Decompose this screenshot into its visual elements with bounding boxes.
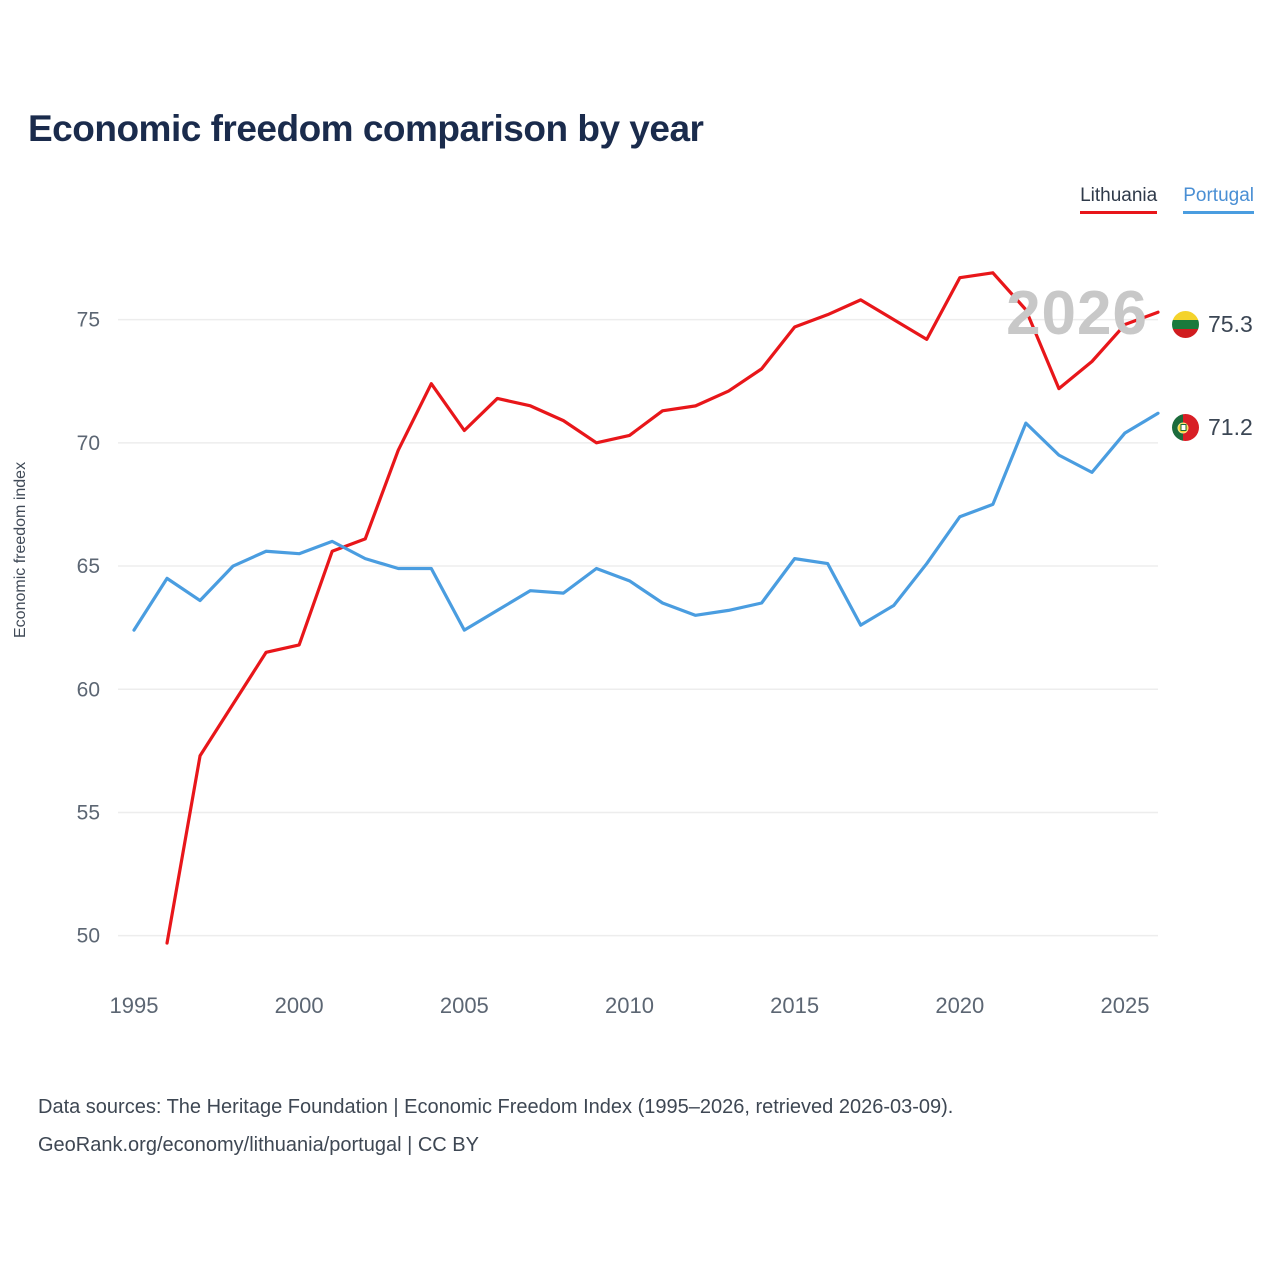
lithuania-flag-icon <box>1172 311 1199 338</box>
legend-label-portugal: Portugal <box>1183 185 1254 206</box>
y-axis-tick: 70 <box>76 431 100 455</box>
chart-legend <box>1080 184 1254 214</box>
footer-credits <box>38 1088 953 1164</box>
footer-line-1: Data sources: The Heritage Foundation | Economic Freedom Index (1995–2026, retrieved 2026-03-09). <box>38 1096 954 1118</box>
legend-swatch-portugal <box>1183 211 1254 214</box>
y-axis-tick: 65 <box>76 555 100 579</box>
end-label-lithuania <box>1172 311 1253 338</box>
legend-item-portugal[interactable] <box>1183 184 1254 214</box>
chart-canvas <box>76 258 1158 1018</box>
series-line-lithuania <box>167 273 1158 943</box>
legend-swatch-lithuania <box>1080 211 1157 214</box>
y-axis-tick: 75 <box>76 308 100 332</box>
end-label-portugal <box>1172 414 1253 441</box>
x-axis-tick: 1995 <box>109 993 159 1018</box>
series-line-portugal <box>134 413 1158 630</box>
legend-label-lithuania: Lithuania <box>1080 185 1158 206</box>
x-axis-tick: 2000 <box>274 993 324 1018</box>
year-watermark: 2026 <box>1006 279 1148 348</box>
plot-area <box>76 258 1158 1018</box>
x-axis-tick: 2005 <box>439 993 489 1018</box>
x-axis-tick: 2025 <box>1100 993 1150 1018</box>
portugal-flag-icon <box>1172 414 1199 441</box>
x-axis-tick: 2010 <box>605 993 654 1018</box>
y-axis-tick: 60 <box>76 678 100 702</box>
legend-item-lithuania[interactable] <box>1080 184 1157 214</box>
page-title: Economic freedom comparison by year <box>28 108 704 149</box>
end-value-lithuania: 75.3 <box>1208 311 1253 337</box>
x-axis-tick: 2020 <box>935 993 985 1018</box>
end-value-portugal: 71.2 <box>1208 414 1253 440</box>
y-axis-tick: 55 <box>76 801 100 825</box>
footer-line-2: GeoRank.org/economy/lithuania/portugal | CC BY <box>38 1134 479 1156</box>
y-axis-tick: 50 <box>76 924 100 948</box>
x-axis-tick: 2015 <box>770 993 820 1018</box>
y-axis-label: Economic freedom index <box>12 461 29 638</box>
